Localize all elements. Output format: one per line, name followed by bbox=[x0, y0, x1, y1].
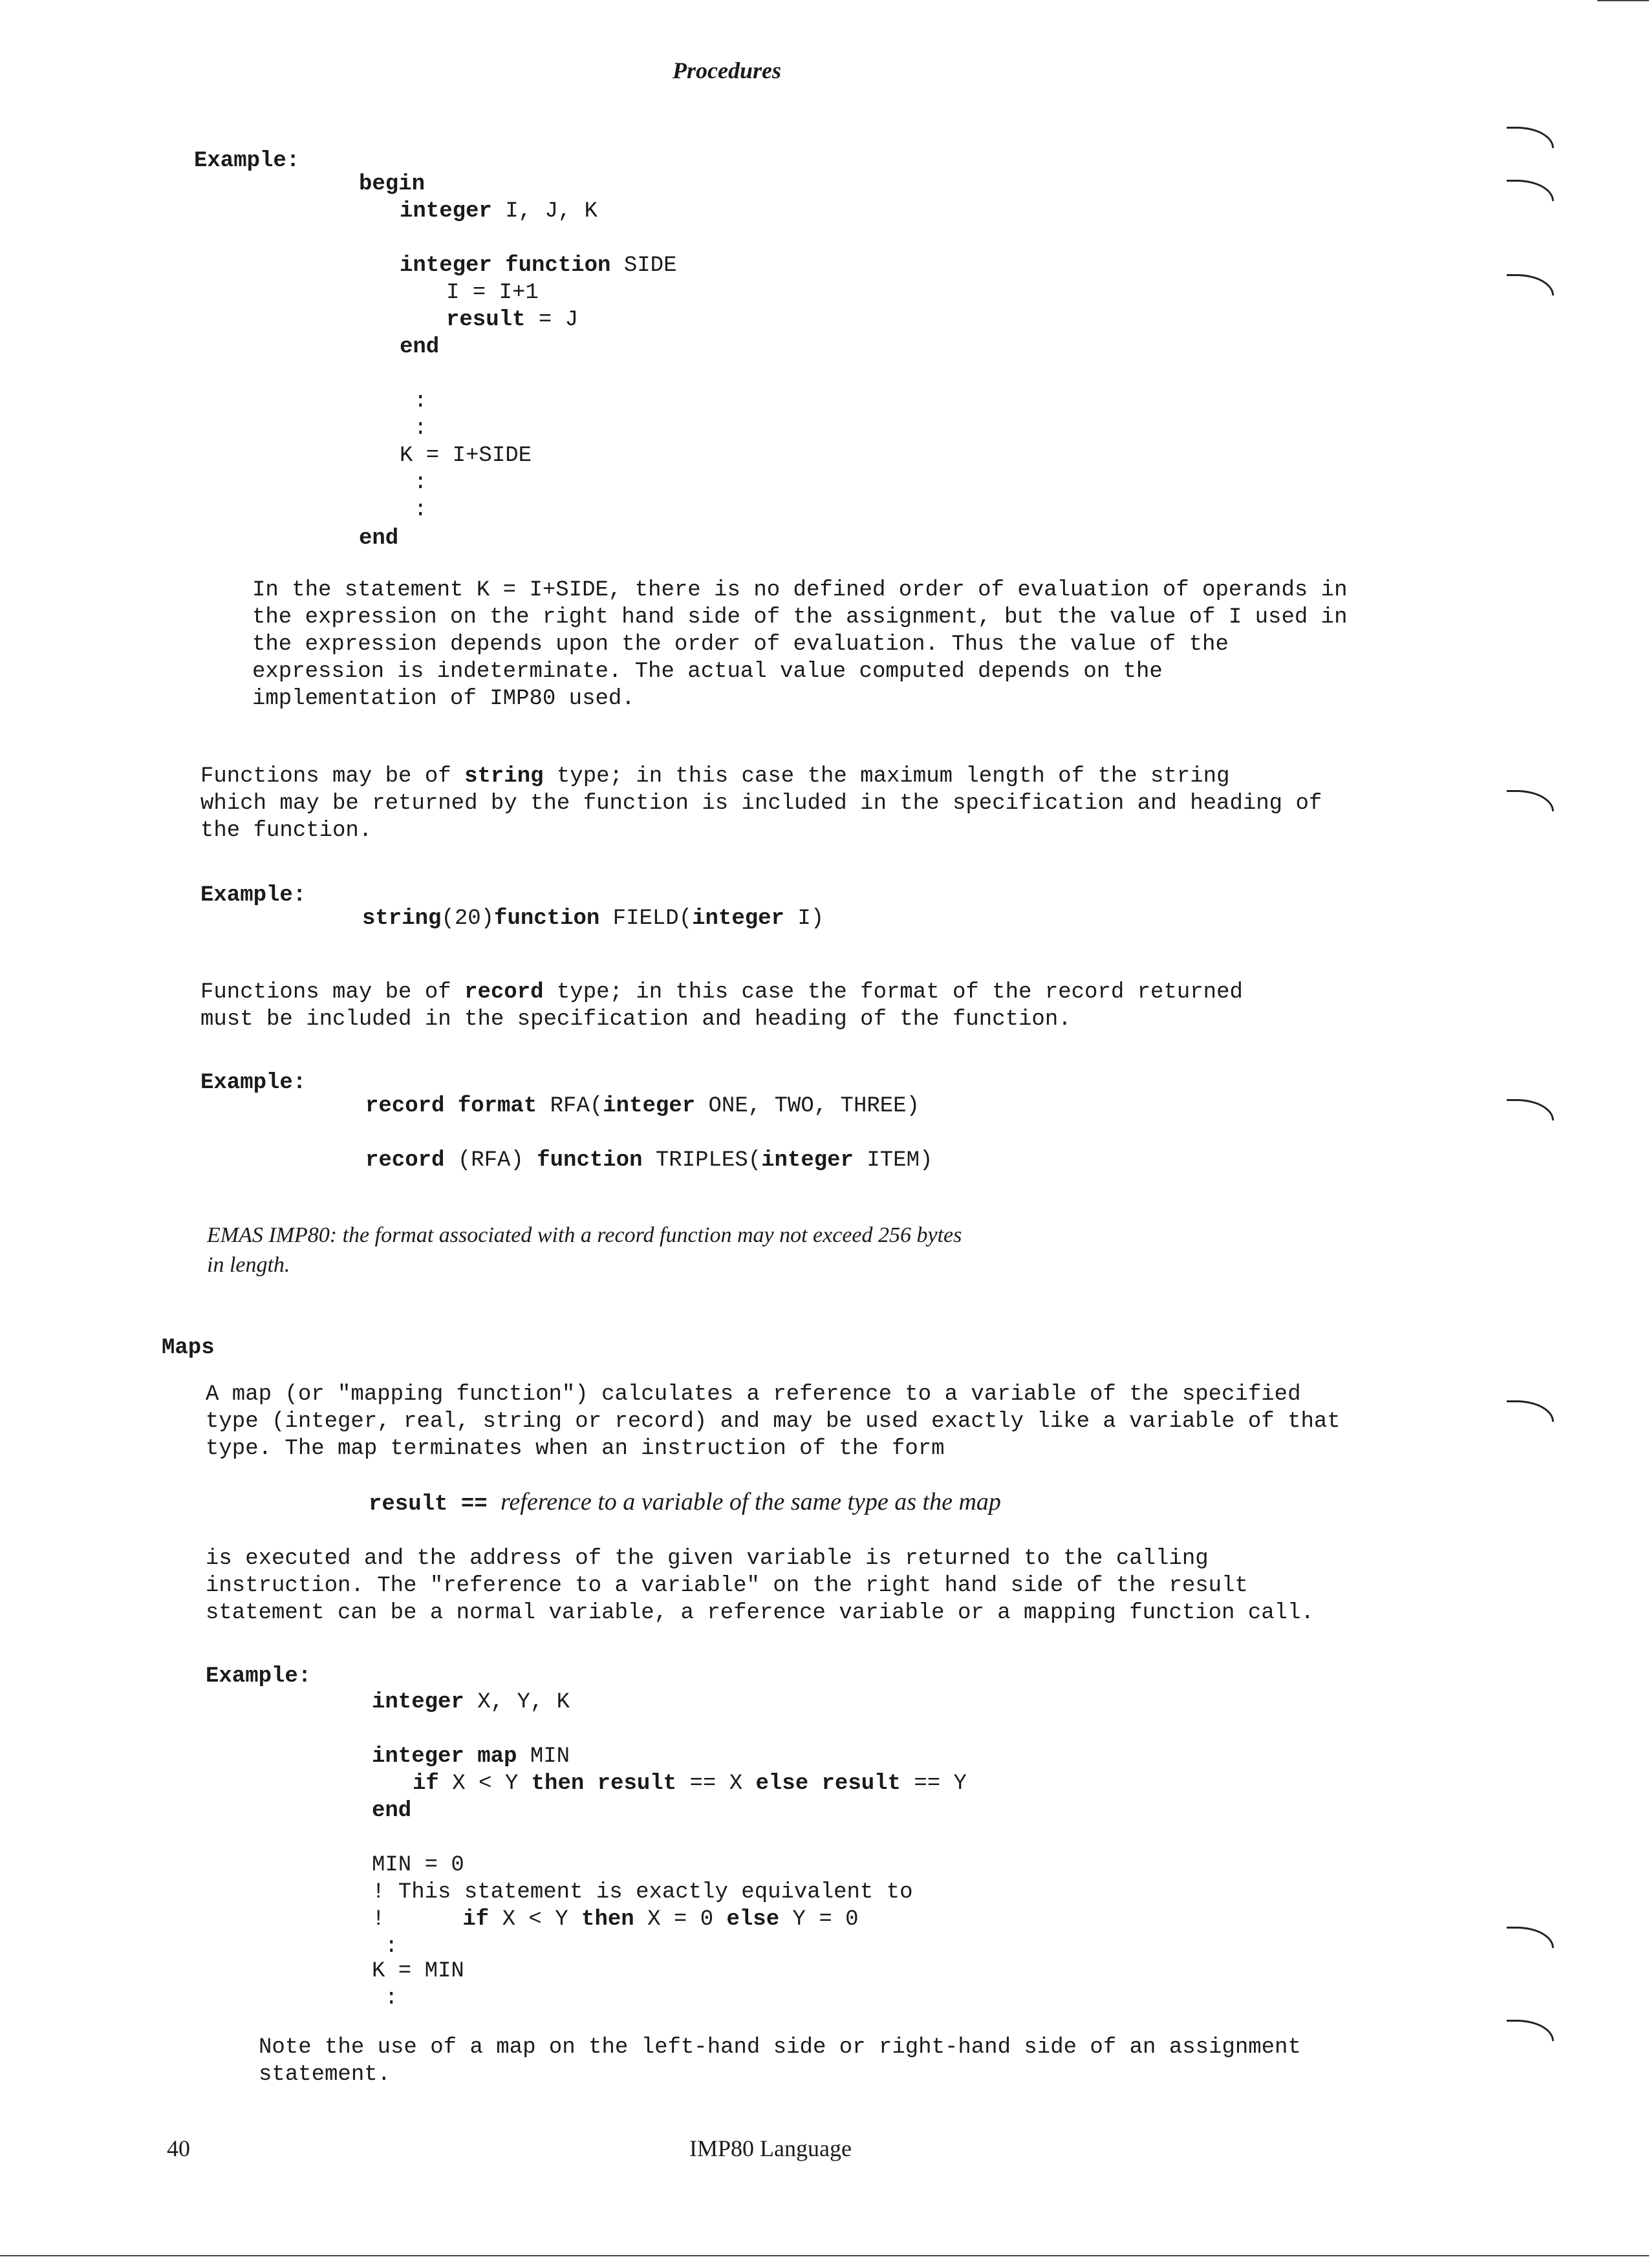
code-ellipsis: : bbox=[414, 389, 427, 414]
code-line: I = I+1 bbox=[446, 281, 539, 305]
bottom-rule bbox=[0, 2255, 1649, 2256]
code-line: begin bbox=[359, 172, 426, 197]
record-function-paragraph: Functions may be of record type; in this case the format of the record returned must be included in the specification and heading of the function. bbox=[200, 980, 1243, 1032]
binding-mark bbox=[1507, 790, 1554, 811]
code-line: K = MIN bbox=[372, 1959, 464, 1984]
binding-mark bbox=[1507, 127, 1554, 148]
binding-mark bbox=[1507, 1927, 1554, 1948]
binding-mark bbox=[1507, 1099, 1554, 1120]
explanation-paragraph: In the statement K = I+SIDE, there is no defined order of evaluation of operands in the expression on the right hand side of the assignment, but the value of I used in the expression depends upon the order of evaluation. Thus the value of the expression is indeterminate. The actual value computed depends on the implementation of IMP80 used. bbox=[252, 578, 1348, 711]
binding-mark bbox=[1507, 274, 1554, 295]
code-line: record (RFA) function TRIPLES(integer ITEM) bbox=[365, 1148, 933, 1173]
code-line: end bbox=[359, 526, 399, 551]
section-heading: Maps bbox=[162, 1336, 215, 1360]
code-line: if X < Y then result == X else result == Y bbox=[413, 1771, 967, 1796]
code-line: end bbox=[372, 1799, 412, 1823]
code-line: result == reference to a variable of the same type as the map bbox=[369, 1488, 1001, 1517]
page-header: Procedures bbox=[673, 58, 781, 83]
footer-title: IMP80 Language bbox=[689, 2135, 852, 2161]
example-label: Example: bbox=[206, 1664, 312, 1689]
code-line: MIN = 0 bbox=[372, 1853, 464, 1878]
example-label: Example: bbox=[200, 883, 307, 908]
code-line: string(20)function FIELD(integer I) bbox=[362, 906, 824, 931]
maps-note: Note the use of a map on the left-hand side or right-hand side of an assignment statement. bbox=[259, 2035, 1301, 2087]
code-line: integer function SIDE bbox=[400, 253, 677, 278]
code-ellipsis: : bbox=[385, 1934, 398, 1959]
code-ellipsis: : bbox=[414, 471, 427, 495]
code-comment: ! if X < Y then X = 0 else Y = 0 bbox=[372, 1907, 859, 1932]
binding-mark bbox=[1507, 1400, 1554, 1422]
string-function-paragraph: Functions may be of string type; in this case the maximum length of the string which may be returned by the function is included in the specification and heading of the function. bbox=[200, 764, 1322, 843]
code-line: record format RFA(integer ONE, TWO, THREE) bbox=[365, 1094, 920, 1118]
page-number: 40 bbox=[167, 2135, 190, 2161]
code-comment: ! This statement is exactly equivalent to bbox=[372, 1880, 913, 1905]
code-line: result = J bbox=[446, 308, 579, 332]
code-line: integer map MIN bbox=[372, 1744, 570, 1769]
code-ellipsis: : bbox=[385, 1986, 398, 2011]
maps-paragraph: is executed and the address of the given variable is returned to the calling instruction. The "reference to a variable" on the right hand side of the result statement can be a normal variable, a reference variable or a mapping function call. bbox=[206, 1546, 1314, 1625]
binding-mark bbox=[1507, 180, 1554, 201]
code-ellipsis: : bbox=[414, 416, 427, 441]
page-edge-line bbox=[1597, 0, 1649, 1]
example-label: Example: bbox=[194, 149, 300, 173]
code-line: integer I, J, K bbox=[400, 199, 598, 224]
code-ellipsis: : bbox=[414, 498, 427, 522]
code-line: K = I+SIDE bbox=[400, 444, 532, 468]
maps-paragraph: A map (or "mapping function") calculates a reference to a variable of the specified type (integer, real, string or record) and may be used exactly like a variable of that type. The map terminates when an instruction of the form bbox=[206, 1382, 1341, 1461]
code-line: integer X, Y, K bbox=[372, 1690, 570, 1715]
implementation-note: EMAS IMP80: the format associated with a record function may not exceed 256 bytes in length. bbox=[207, 1223, 962, 1277]
binding-mark bbox=[1507, 2020, 1554, 2041]
example-label: Example: bbox=[200, 1071, 307, 1095]
code-line: end bbox=[400, 335, 440, 359]
